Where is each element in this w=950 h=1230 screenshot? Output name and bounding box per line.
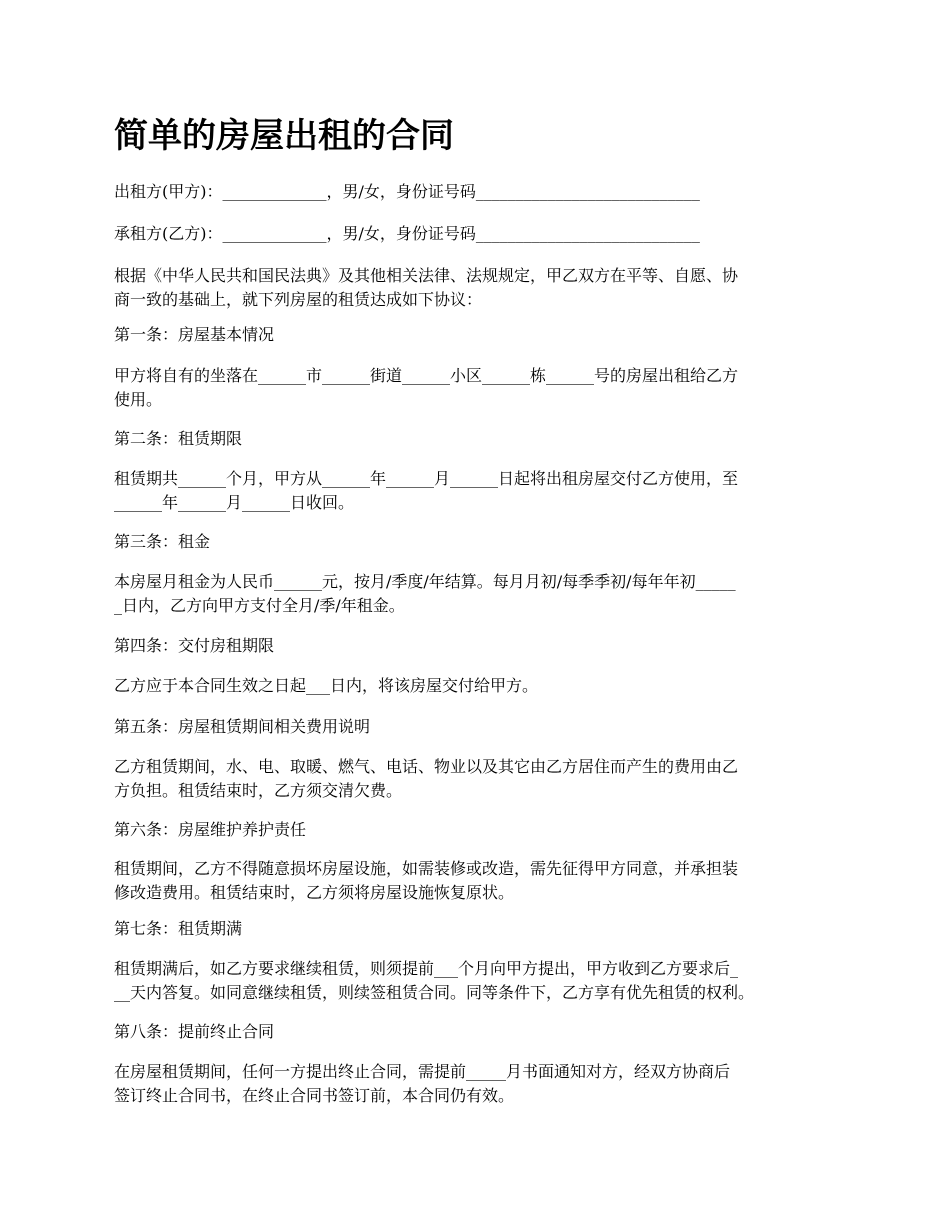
article-8-heading: 第八条：提前终止合同 [114,1022,275,1041]
article-6-heading: 第六条：房屋维护养护责任 [114,820,307,839]
article-3-heading: 第三条：租金 [114,532,211,551]
article-4-body: 乙方应于本合同生效之日起___日内，将该房屋交付给甲方。 [114,676,539,695]
document-title: 简单的房屋出租的合同 [114,116,454,156]
article-1-heading: 第一条：房屋基本情况 [114,325,275,344]
lessee-line: 承租方(乙方)：_____________，男/女，身份证号码____________________________ [114,224,700,243]
article-7-body: 租赁期满后，如乙方要求继续租赁，则须提前___个月向甲方提出，甲方收到乙方要求后_ __天内答复。如同意继续租赁，则续签租赁合同。同等条件下，乙方享有优先租赁的权利。 [114,959,755,1002]
preamble-paragraph: 根据《中华人民共和国民法典》及其他相关法律、法规规定，甲乙双方在平等、自愿、协 商一致的基础上，就下列房屋的租赁达成如下协议： [114,266,739,309]
article-2-heading: 第二条：租赁期限 [114,429,243,448]
article-5-heading: 第五条：房屋租赁期间相关费用说明 [114,717,371,736]
article-4-heading: 第四条：交付房租期限 [114,636,275,655]
article-1-body: 甲方将自有的坐落在______市______街道______小区______栋______号的房屋出租给乙方 使用。 [114,366,739,409]
article-6-body: 租赁期间，乙方不得随意损坏房屋设施，如需装修或改造，需先征得甲方同意，并承担装 修改造费用。租赁结束时，乙方须将房屋设施恢复原状。 [114,859,739,902]
article-5-body: 乙方租赁期间，水、电、取暖、燃气、电话、物业以及其它由乙方居住而产生的费用由乙 方负担。租赁结束时，乙方须交清欠费。 [114,757,739,800]
article-8-body: 在房屋租赁期间，任何一方提出终止合同，需提前_____月书面通知对方，经双方协商后 签订终止合同书，在终止合同书签订前，本合同仍有效。 [114,1062,731,1105]
article-7-heading: 第七条：租赁期满 [114,919,243,938]
article-2-body: 租赁期共______个月，甲方从______年______月______日起将出租房屋交付乙方使用，至 ______年______月______日收回。 [114,469,739,512]
article-3-body: 本房屋月租金为人民币______元，按月/季度/年结算。每月月初/每季季初/每年年初_____ _日内，乙方向甲方支付全月/季/年租金。 [114,572,736,615]
lessor-line: 出租方(甲方)：_____________，男/女，身份证号码____________________________ [114,182,700,201]
